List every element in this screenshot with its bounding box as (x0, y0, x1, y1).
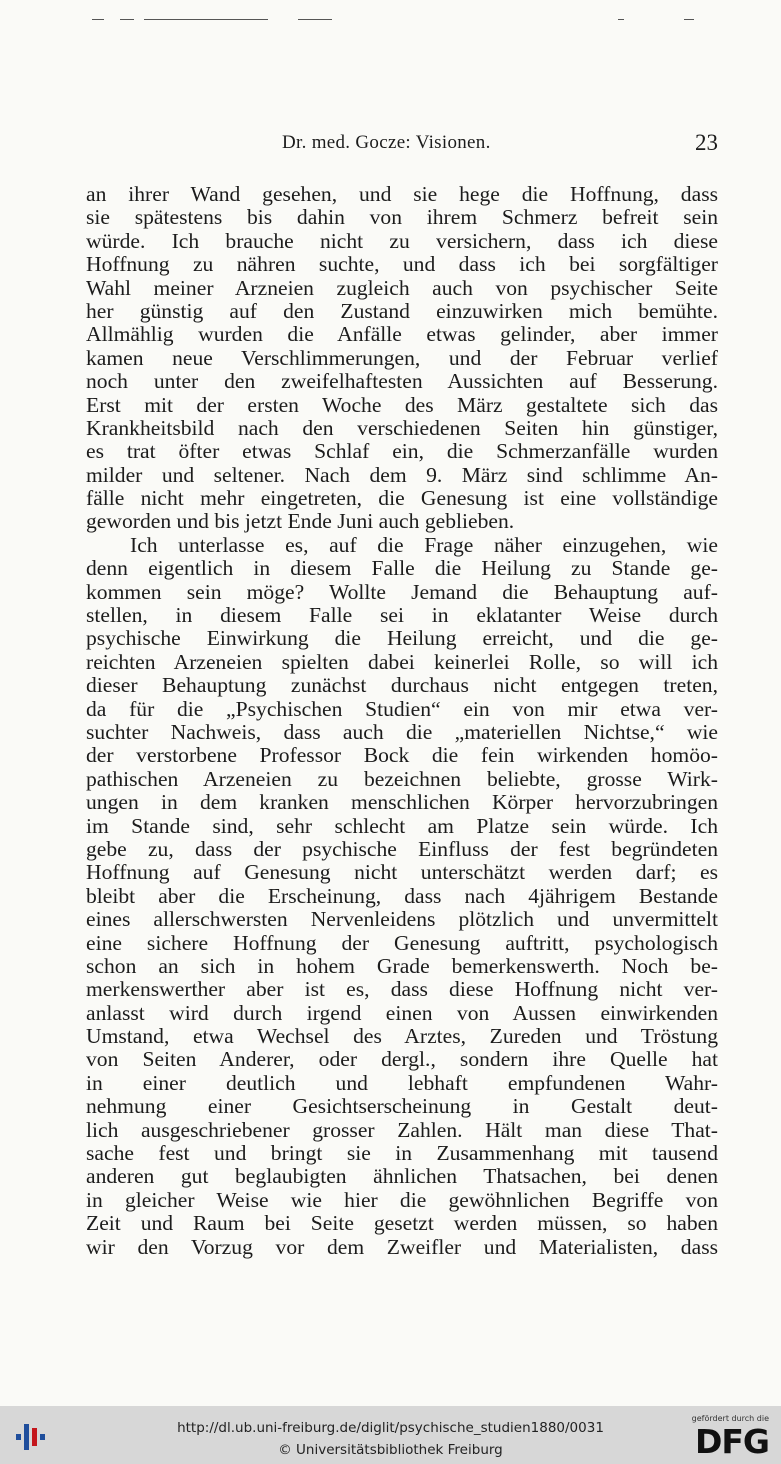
text-line: milder und seltener. Nach dem 9. März sind schlimme An- (86, 462, 718, 487)
top-scan-rules (0, 12, 781, 26)
text-line: in einer deutlich und lebhaft empfundenen Wahr- (86, 1070, 718, 1095)
text-line: Krankheitsbild nach den verschiedenen Seiten hin günstiger, (86, 415, 718, 440)
text-line: würde. Ich brauche nicht zu versichern, dass ich diese (86, 228, 718, 253)
text-line: kommen sein möge? Wollte Jemand die Behauptung auf- (86, 579, 718, 604)
text-line: Allmählig wurden die Anfälle etwas gelinder, aber immer (86, 322, 718, 347)
text-line: von Seiten Anderer, oder dergl., sondern ihre Quelle hat (86, 1047, 718, 1072)
text-line: da für die „Psychischen Studien“ ein von mir etwa ver- (86, 696, 718, 721)
text-line: Erst mit der ersten Woche des März gestaltete sich das (86, 392, 718, 417)
text-line: eines allerschwersten Nervenleidens plötzlich und unvermittelt (86, 907, 718, 932)
text-line: an ihrer Wand gesehen, und sie hege die Hoffnung, dass (86, 182, 718, 206)
dfg-logo (687, 1414, 769, 1460)
text-line: dieser Behauptung zunächst durchaus nicht entgegen treten, (86, 673, 718, 698)
text-line: eine sichere Hoffnung der Genesung auftritt, psychologisch (86, 930, 718, 955)
text-line: gebe zu, dass der psychische Einfluss der fest begründeten (86, 836, 718, 861)
copyright-notice: © Universitätsbibliothek Freiburg (278, 1442, 503, 1458)
page-header (86, 130, 718, 160)
running-title: Dr. med. Gocze: Visionen. (282, 132, 491, 153)
text-line: sie spätestens bis dahin von ihrem Schmerz befreit sein (86, 205, 718, 230)
text-line: noch unter den zweifelhaftesten Aussichten auf Besserung. (86, 369, 718, 394)
text-line: wir den Vorzug vor dem Zweifler und Materialisten, dass (86, 1234, 718, 1259)
dfg-funding-note: gefördert durch die (691, 1414, 769, 1423)
text-line: anlasst wird durch irgend einen von Aussen einwirkenden (86, 1000, 718, 1025)
text-line: psychische Einwirkung die Heilung erreicht, und die ge- (86, 626, 718, 651)
text-line: fälle nicht mehr eingetreten, die Genesung ist eine vollständige (86, 486, 718, 511)
text-line: denn eigentlich in diesem Falle die Heilung zu Stande ge- (86, 556, 718, 581)
page-number: 23 (695, 130, 718, 155)
body-text (86, 183, 718, 1259)
text-line: es trat öfter etwas Schlaf ein, die Schmerzanfälle wurden (86, 439, 718, 464)
text-line: Umstand, etwa Wechsel des Arztes, Zureden und Tröstung (86, 1024, 718, 1049)
text-line: stellen, in diesem Falle sei in eklatanter Weise durch (86, 603, 718, 628)
text-line: in gleicher Weise wie hier die gewöhnlichen Begriffe von (86, 1187, 718, 1212)
text-line: Zeit und Raum bei Seite gesetzt werden müssen, so haben (86, 1211, 718, 1236)
text-line: im Stande sind, sehr schlecht am Platze sein würde. Ich (86, 813, 718, 838)
text-line: sache fest und bringt sie in Zusammenhang mit tausend (86, 1141, 718, 1166)
text-line: nehmung einer Gesichtserscheinung in Gestalt deut- (86, 1094, 718, 1119)
footer-bar (0, 1406, 781, 1464)
text-line: Wahl meiner Arzneien zugleich auch von psychischer Seite (86, 275, 718, 300)
text-line: Hoffnung auf Genesung nicht unterschätzt werden darf; es (86, 860, 718, 885)
text-line: anderen gut beglaubigten ähnlichen Thatsachen, bei denen (86, 1164, 718, 1189)
text-line: kamen neue Verschlimmerungen, und der Februar verlief (86, 345, 718, 370)
source-url-link[interactable]: http://dl.ub.uni-freiburg.de/diglit/psychische_studien1880/0031 (177, 1420, 604, 1436)
text-line: suchter Nachweis, dass auch die „materiellen Nichtse,“ wie (86, 719, 718, 744)
dfg-wordmark: DFG (694, 1422, 769, 1461)
text-line: ungen in dem kranken menschlichen Körper hervorzubringen (86, 790, 718, 815)
text-line: schon an sich in hohem Grade bemerkenswerth. Noch be- (86, 953, 718, 978)
text-line: Ich unterlasse es, auf die Frage näher einzugehen, wie (130, 532, 718, 557)
text-line: pathischen Arzeneien zu bezeichnen beliebte, grosse Wirk- (86, 766, 718, 791)
text-line: merkenswerther aber ist es, dass diese Hoffnung nicht ver- (86, 977, 718, 1002)
text-line: her günstig auf den Zustand einzuwirken mich bemühte. (86, 298, 718, 323)
text-line: reichten Arzeneien spielten dabei keinerlei Rolle, so will ich (86, 649, 718, 674)
text-line: der verstorbene Professor Bock die fein wirkenden homöo- (86, 743, 718, 768)
text-line: Hoffnung zu nähren suchte, und dass ich bei sorgfältiger (86, 252, 718, 277)
text-line: lich ausgeschriebener grosser Zahlen. Hält man diese That- (86, 1117, 718, 1142)
text-line: geworden und bis jetzt Ende Juni auch geblieben. (86, 509, 515, 534)
text-line: bleibt aber die Erscheinung, dass nach 4jährigem Bestande (86, 883, 718, 908)
